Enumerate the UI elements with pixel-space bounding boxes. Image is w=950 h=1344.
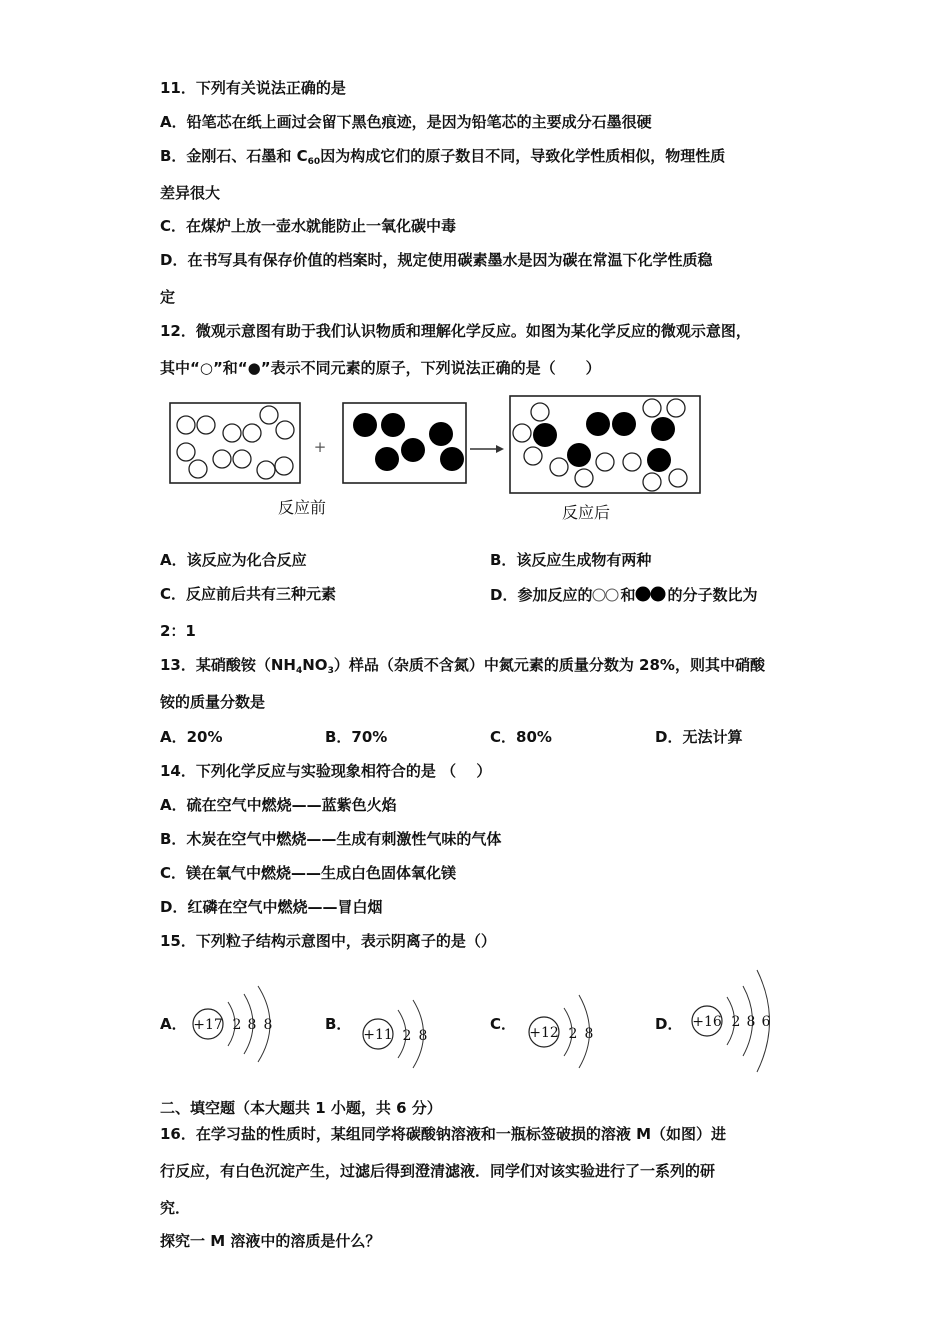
q14-option-b: B．木炭在空气中燃烧——生成有刺激性气味的气体 [160,830,502,848]
black-atom [647,448,671,472]
nucleus-charge: +16 [692,1014,722,1030]
q12-stem: 12．微观示意图有助于我们认识物质和理解化学反应。如图为某化学反应的微观示意图， [160,322,751,340]
shell-electrons: 2 [568,1026,578,1042]
white-atom [623,453,641,471]
q16-line-1: 16．在学习盐的性质时，某组同学将碳酸钠溶液和一瓶标签破损的溶液 M（如图）进 [160,1125,727,1143]
q15-option-c-label: C． [490,1015,517,1033]
q14-option-c: C．镁在氧气中燃烧——生成白色固体氧化镁 [160,864,457,882]
black-atom [612,412,636,436]
white-molecule-icon [592,588,620,602]
q12-option-c: C．反应前后共有三种元素 [160,585,337,603]
q13-option-b: B．70% [325,728,388,746]
nucleus-charge: +17 [193,1017,223,1033]
q11-option-b: B．金刚石、石墨和 $C_{60}$因为构成它们的原子数目不同，导致化学性质相似，物理性质 [160,147,726,167]
atom-diagram-b [363,1000,427,1068]
white-atom [197,416,215,434]
q16-line-2: 行反应，有白色沉淀产生，过滤后得到澄清滤液．同学们对该实验进行了一系列的研 [160,1162,716,1180]
q12-option-d-cont: 2：1 [160,622,196,640]
q13-option-d: D．无法计算 [655,728,743,746]
black-atom [375,447,399,471]
q15-option-d-label: D． [655,1015,683,1033]
black-atom [440,447,464,471]
q11-option-c: C．在煤炉上放一壶水就能防止一氧化碳中毒 [160,217,457,235]
white-atom [669,469,687,487]
white-atom [531,403,549,421]
q11-stem: 11．下列有关说法正确的是 [160,79,346,97]
shell-electrons: 2 [402,1028,412,1044]
shell-electrons: 8 [247,1017,257,1033]
white-atom [596,453,614,471]
black-molecule-icon [635,586,667,602]
black-atom [586,412,610,436]
nucleus-charge: +12 [529,1025,559,1041]
caption-before: 反应前 [278,498,327,517]
white-atom [524,447,542,465]
q14-stem: 14．下列化学反应与实验现象相符合的是 （ ） [160,762,492,780]
white-atom [257,461,275,479]
white-atom [213,450,231,468]
q12-option-b: B．该反应生成物有两种 [490,551,652,569]
atom-diagram-a [193,986,272,1062]
black-atom [567,443,591,467]
white-atom [243,424,261,442]
reaction-arrow-head [496,445,504,453]
q11-option-a: A．铅笔芯在纸上画过会留下黑色痕迹，是因为铅笔芯的主要成分石墨很硬 [160,113,652,131]
q12-option-d: D．参加反应的 和 的分子数比为 [490,586,758,604]
white-atom [260,406,278,424]
shell-electrons: 6 [761,1014,771,1030]
q11-option-d-cont: 定 [160,288,176,306]
q12-stem-cont: 其中“○”和“●”表示不同元素的原子，下列说法正确的是（ ） [160,359,601,377]
white-atom [177,416,195,434]
q11-option-d: D．在书写具有保存价值的档案时，规定使用碳素墨水是因为碳在常温下化学性质稳 [160,251,713,269]
q14-option-a: A．硫在空气中燃烧——蓝紫色火焰 [160,796,397,814]
q16-line-3: 究． [160,1199,191,1217]
shell-electrons: 8 [263,1017,273,1033]
white-atom [233,450,251,468]
q14-option-d: D．红磷在空气中燃烧——冒白烟 [160,898,383,916]
white-atom [513,424,531,442]
q11-option-b-cont: 差异很大 [160,184,221,202]
white-atom [223,424,241,442]
white-atom [550,458,568,476]
black-atom [429,422,453,446]
q16-explore-heading: 探究一 M 溶液中的溶质是什么？ [160,1232,381,1250]
white-atom [575,469,593,487]
shell-electrons: 8 [746,1014,756,1030]
black-atom [401,438,425,462]
atom-diagram-d [692,970,771,1072]
q15-stem: 15．下列粒子结构示意图中，表示阴离子的是（） [160,932,496,950]
q12-option-a: A．该反应为化合反应 [160,551,307,569]
white-atom [275,457,293,475]
nucleus-charge: +11 [363,1027,393,1043]
black-atom [533,423,557,447]
black-atom [381,413,405,437]
q15-option-b-label: B． [325,1015,352,1033]
white-atom [276,421,294,439]
shell-electrons: 8 [584,1026,594,1042]
atom-diagram-c [529,995,593,1068]
black-atom [651,417,675,441]
white-atom [177,443,195,461]
q15-option-a-label: A． [160,1015,187,1033]
shell-electrons: 2 [232,1017,242,1033]
plus-sign: + [313,438,327,456]
caption-after: 反应后 [562,503,611,522]
q13-stem-cont: 铵的质量分数是 [160,693,266,711]
shell-electrons: 8 [418,1028,428,1044]
white-atom [643,399,661,417]
q13-option-a: A．20% [160,728,223,746]
q13-option-c: C．80% [490,728,552,746]
shell-electrons: 2 [731,1014,741,1030]
white-atom [643,473,661,491]
q13-stem: 13．某硝酸铵$(NH_4NO_3)$样品（杂质不含氮）中氮元素的质量分数为 28%，则其中硝酸 [160,656,765,676]
black-atom [353,413,377,437]
white-atom [189,460,207,478]
section-title: 二、填空题（本大题共 1 小题，共 6 分） [160,1099,442,1117]
white-atom [667,399,685,417]
